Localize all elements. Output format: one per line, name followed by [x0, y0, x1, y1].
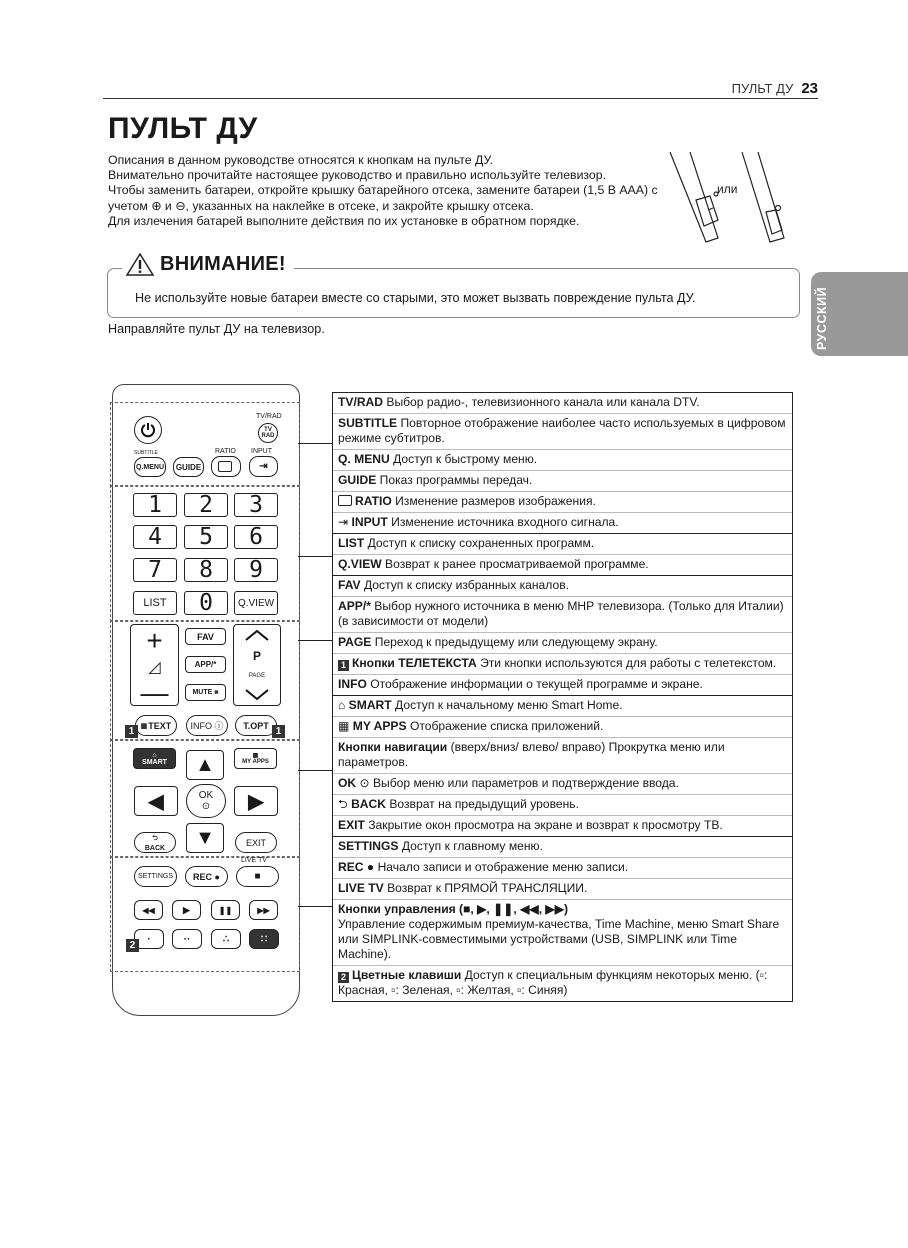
text-button[interactable]: [135, 715, 177, 736]
desc-guide: [333, 471, 792, 492]
number-7-button[interactable]: 7: [133, 558, 177, 582]
red-key-button[interactable]: ·: [134, 929, 164, 949]
guide-button[interactable]: GUIDE: [173, 457, 204, 477]
desc-text: Отображение списка приложений.: [406, 719, 604, 733]
language-tab-label: РУССКИЙ: [815, 286, 829, 350]
desc-text: (вверх/вниз/ влево/ вправо) Прокрутка меню или параметров.: [338, 740, 725, 769]
desc-text: Доступ к быстрому меню.: [389, 452, 538, 466]
arrow-down-icon: ▼: [195, 826, 215, 849]
badge-teletext-1b: 1: [272, 725, 285, 738]
arrow-up-icon: ▲: [195, 753, 215, 776]
desc-name: Кнопки управления (■, ▶, ❚❚, ◀◀, ▶▶): [338, 902, 569, 916]
desc-back: [333, 795, 792, 816]
intro-text: [108, 153, 668, 229]
desc-text: Повторное отображение наиболее часто используемых в цифровом режиме субтитров.: [338, 416, 786, 445]
header-rule: [103, 98, 818, 99]
ok-dot-icon: ⊙: [201, 801, 211, 812]
desc-name: EXIT: [338, 818, 365, 832]
desc-livetv: [333, 879, 792, 900]
desc-text: Закрытие окон просмотра на экране и возврат к просмотру ТВ.: [364, 818, 723, 832]
page-number: 23: [801, 80, 818, 97]
rec-button[interactable]: REC ●: [185, 866, 228, 887]
input-label: INPUT: [251, 448, 272, 455]
desc-name: SMART: [348, 698, 392, 712]
desc-text: Доступ к главному меню.: [398, 839, 543, 853]
desc-text: Возврат к ПРЯМОЙ ТРАНСЛЯЦИИ.: [383, 881, 588, 895]
badge-color-keys-2: 2: [126, 939, 139, 952]
caution-text: Не используйте новые батареи вместе со старыми, это может вызвать повреждение пульта ДУ.: [135, 291, 696, 305]
desc-text: Начало записи и отображение меню записи.: [374, 860, 629, 874]
back-button[interactable]: [134, 832, 176, 853]
myapps-label: MY APPS: [242, 759, 269, 765]
qview-button[interactable]: Q.VIEW: [234, 591, 278, 615]
desc-exit: [333, 816, 792, 836]
header-section: ПУЛЬТ ДУ: [731, 81, 794, 96]
desc-text: Изменение размеров изображения.: [391, 494, 596, 508]
desc-list: [333, 534, 792, 555]
desc-name: BACK: [351, 797, 386, 811]
smart-button[interactable]: [133, 748, 176, 769]
number-3-button[interactable]: 3: [234, 493, 278, 517]
desc-qview: [333, 555, 792, 575]
nav-up-button[interactable]: [186, 750, 224, 780]
desc-name: SUBTITLE: [338, 416, 398, 430]
desc-name: GUIDE: [338, 473, 377, 487]
desc-tvrad: [333, 393, 792, 414]
desc-text: Возврат к ранее просматриваемой программе.: [381, 557, 649, 571]
direction-text: Направляйте пульт ДУ на телевизор.: [108, 322, 325, 336]
page-p-label: P: [252, 649, 261, 664]
running-header: [732, 80, 818, 97]
desc-section-1: [333, 393, 792, 534]
desc-text: Переход к предыдущему или следующему экрану.: [371, 635, 658, 649]
desc-name: Кнопки навигации: [338, 740, 448, 754]
desc-text: Доступ к начальному меню Smart Home.: [391, 698, 623, 712]
text-button-label: TEXT: [148, 720, 172, 731]
back-icon: ⮌: [152, 834, 158, 842]
desc-name: LIST: [338, 536, 365, 550]
leader-line-5: [298, 906, 332, 907]
desc-ok: [333, 774, 792, 795]
app-button[interactable]: APP/*: [185, 656, 226, 673]
desc-name: FAV: [338, 578, 361, 592]
tvrad-label: TV/RAD: [256, 413, 282, 420]
desc-name: PAGE: [338, 635, 372, 649]
desc-info: [333, 675, 792, 695]
desc-name: INFO: [338, 677, 367, 691]
power-button[interactable]: [134, 416, 162, 444]
livetv-stop-button[interactable]: ■: [236, 866, 279, 887]
ok-button[interactable]: [186, 784, 226, 818]
desc-input: [333, 513, 792, 533]
pause-button[interactable]: ❚❚: [211, 900, 240, 920]
input-button[interactable]: ⇥: [249, 456, 278, 477]
nav-right-button[interactable]: [234, 786, 278, 816]
desc-text: Доступ к списку избранных каналов.: [360, 578, 569, 592]
desc-text: Выбор радио-, телевизионного канала или канала DTV.: [383, 395, 700, 409]
settings-button[interactable]: SETTINGS: [134, 866, 177, 887]
info-button[interactable]: INFO ⓘ: [186, 715, 228, 736]
badge-2-icon: 2: [338, 972, 349, 983]
volume-down[interactable]: —: [140, 677, 169, 708]
home-icon: ⌂: [338, 698, 349, 712]
page-title: ПУЛЬТ ДУ: [108, 112, 258, 145]
back-label: BACK: [144, 844, 166, 852]
grid-icon: ▦: [252, 753, 259, 759]
desc-text: Доступ к списку сохраненных программ.: [364, 536, 595, 550]
leader-line-4: [298, 770, 332, 771]
number-0-button[interactable]: 0: [184, 591, 228, 615]
arrow-right-icon: ▶: [248, 790, 264, 813]
desc-rec: [333, 858, 792, 879]
ratio-icon: [218, 461, 232, 472]
ratio-label: RATIO: [215, 448, 236, 455]
desc-text: Отображение информации о текущей программе и экране.: [366, 677, 703, 691]
page-label: PAGE: [248, 672, 266, 679]
desc-text: Эти кнопки используются для работы с телетекстом.: [476, 656, 777, 670]
volume-up[interactable]: +: [146, 625, 163, 656]
desc-subtitle: [333, 414, 792, 450]
yellow-key-button[interactable]: ∴: [211, 929, 241, 949]
tvrad-button[interactable]: TV RAD: [258, 423, 278, 443]
back-icon: ⮌: [338, 797, 352, 811]
nav-left-button[interactable]: [134, 786, 178, 816]
desc-name: REC ●: [338, 860, 375, 874]
intro-line: Внимательно прочитайте настоящее руководство и правильно используйте телевизор.: [108, 168, 607, 183]
desc-ratio: [333, 492, 792, 513]
desc-name: Q.VIEW: [338, 557, 382, 571]
chevron-down-icon: [244, 689, 270, 701]
desc-text: Выбор нужного источника в меню MHP телевизора. (Только для Италии) (в зависимости от модели): [338, 599, 784, 628]
qmenu-button[interactable]: Q.MENU: [134, 457, 166, 477]
caution-heading: [122, 252, 294, 277]
number-4-button[interactable]: 4: [133, 525, 177, 549]
desc-text: Изменение источника входного сигнала.: [387, 515, 619, 529]
desc-name: Q. MENU: [338, 452, 390, 466]
blue-key-button[interactable]: ∷: [249, 929, 279, 949]
desc-text: Управление содержимым премиум-качества, Time Machine, меню Smart Share или SIMPLINK-совместимыми устройствами (USB, SIMPLINK или Time Machine).: [338, 917, 780, 961]
desc-qmenu: [333, 450, 792, 471]
battery-cover-illustration: [666, 150, 806, 250]
leader-line-3: [298, 640, 332, 641]
desc-name: RATIO: [355, 494, 392, 508]
input-icon: ⇥: [338, 515, 352, 529]
battery-or-label: или: [717, 182, 738, 196]
desc-section-5: [333, 837, 792, 1001]
smart-label: SMART: [142, 758, 167, 766]
desc-myapps: [333, 717, 792, 738]
desc-section-4: [333, 696, 792, 837]
myapps-button[interactable]: [234, 748, 277, 769]
desc-text: Возврат на предыдущий уровень.: [386, 797, 579, 811]
desc-section-3: [333, 576, 792, 696]
desc-settings: [333, 837, 792, 858]
desc-teletext: [333, 654, 792, 675]
desc-text: ⊙ Выбор меню или параметров и подтверждение ввода.: [356, 776, 679, 790]
nav-down-button[interactable]: [186, 823, 224, 853]
grid-icon: ▦: [338, 719, 353, 733]
button-description-table: [332, 392, 793, 1002]
desc-navigation: [333, 738, 792, 774]
number-1-button[interactable]: 1: [133, 493, 177, 517]
desc-section-2: [333, 534, 792, 576]
volume-icon: ◿: [148, 659, 161, 676]
number-5-button[interactable]: 5: [184, 525, 228, 549]
exit-button[interactable]: EXIT: [235, 832, 277, 853]
page-rocker[interactable]: [233, 624, 281, 706]
livetv-label: LIVE TV: [241, 857, 267, 864]
ratio-button[interactable]: [211, 456, 241, 477]
play-button[interactable]: ▶: [172, 900, 201, 920]
subtitle-label: SUBTITLE: [134, 450, 158, 456]
number-2-button[interactable]: 2: [184, 493, 228, 517]
rewind-button[interactable]: ◀◀: [134, 900, 163, 920]
intro-line: Описания в данном руководстве относятся к кнопкам на пульте ДУ.: [108, 153, 494, 167]
leader-line-1: [298, 443, 332, 444]
desc-name: MY APPS: [352, 719, 407, 733]
fav-button[interactable]: FAV: [185, 628, 226, 645]
badge-1-icon: 1: [338, 660, 349, 671]
desc-control-keys: [333, 900, 792, 966]
desc-name: APP/*: [338, 599, 371, 613]
mute-button[interactable]: MUTE ⨳: [185, 684, 226, 701]
warning-icon: [126, 252, 154, 277]
desc-name: TV/RAD: [338, 395, 384, 409]
desc-app: [333, 597, 792, 633]
desc-name: Цветные клавиши: [352, 968, 462, 982]
desc-name: LIVE TV: [338, 881, 384, 895]
ok-label: OK: [198, 790, 214, 801]
desc-fav: [333, 576, 792, 597]
intro-line: Для излечения батарей выполните действия по их установке в обратном порядке.: [108, 213, 580, 228]
desc-name: SETTINGS: [338, 839, 399, 853]
caution-title: ВНИМАНИЕ!: [160, 253, 286, 275]
number-8-button[interactable]: 8: [184, 558, 228, 582]
home-icon: ⌂: [152, 751, 157, 759]
topt-button[interactable]: T.OPT: [235, 715, 277, 736]
desc-page: [333, 633, 792, 654]
leader-line-2: [298, 556, 332, 557]
intro-line: Чтобы заменить батареи, откройте крышку батарейного отсека, замените батареи (1,5 В AAA) с учетом ⊕ и ⊖, указанных на наклейке в отсеке, и закройте крышку отсека.: [108, 183, 658, 213]
teletext-icon: ▦: [140, 722, 148, 730]
green-key-button[interactable]: ··: [172, 929, 202, 949]
volume-rocker[interactable]: [130, 624, 179, 706]
fastforward-button[interactable]: ▶▶: [249, 900, 278, 920]
desc-text: Доступ к специальным функциям некоторых меню. (▫: Красная, ▫: Зеленая, ▫: Желтая, ▫: Синяя): [338, 968, 768, 997]
number-6-button[interactable]: 6: [234, 525, 278, 549]
desc-name: INPUT: [351, 515, 388, 529]
desc-color-keys: [333, 966, 792, 1001]
number-9-button[interactable]: 9: [234, 558, 278, 582]
desc-name: Кнопки ТЕЛЕТЕКСТА: [352, 656, 477, 670]
power-icon: [140, 422, 156, 438]
list-button[interactable]: LIST: [133, 591, 177, 615]
chevron-up-icon: [244, 629, 270, 641]
desc-name: OK: [338, 776, 357, 790]
desc-smart: [333, 696, 792, 717]
ratio-icon: [338, 495, 352, 506]
desc-text: Показ программы передач.: [376, 473, 533, 487]
arrow-left-icon: ◀: [148, 790, 164, 813]
badge-teletext-1: 1: [125, 725, 138, 738]
